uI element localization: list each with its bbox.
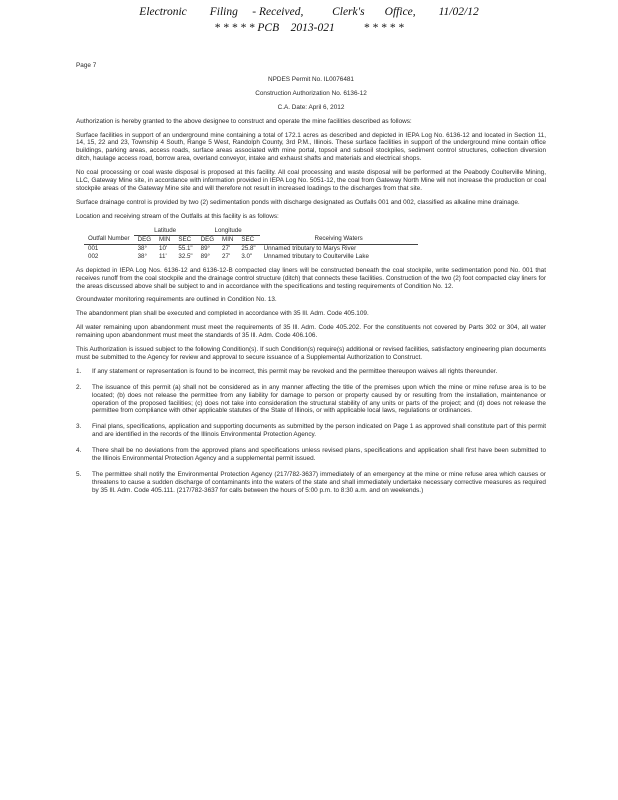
authorization-date-heading: C.A. Date: April 6, 2012	[277, 103, 345, 111]
table-cell: 55.1"	[178, 244, 193, 252]
condition-number: 5.	[76, 471, 82, 478]
condition-number: 1.	[76, 367, 82, 375]
outfall-location-intro: Location and receiving stream of the Outfalls at this facility is as follows:	[76, 212, 279, 220]
permit-number-heading: NPDES Permit No. IL0076481	[268, 75, 354, 83]
table-cell: 38°	[137, 244, 147, 252]
filing-stamp-line-1: Electronic Filing - Received, Clerk's Office, 11/02/12	[139, 6, 479, 18]
condition-item	[76, 447, 546, 463]
column-header: DEG	[197, 235, 218, 244]
authorization-number-heading: Construction Authorization No. 6136-12	[255, 89, 367, 97]
groundwater-paragraph: Groundwater monitoring requirements are outlined in Condition No. 13.	[76, 296, 277, 304]
table-cell: 002	[88, 252, 99, 260]
conditions-intro-paragraph: This Authorization is issued subject to the following Condition(s). If such Condition(s) require(s) additional or revised facilities, satisfactory engineering plan documents must be submitted to the Agency for review and approval to secure issuance of a Supplemental Authorization to Construct.	[76, 346, 546, 361]
column-header: MIN	[218, 235, 237, 244]
table-row	[84, 253, 418, 261]
filing-stamp-line-2: * * * * * PCB 2013-021 * * * * *	[214, 22, 404, 34]
table-row	[84, 244, 418, 253]
table-cell: 3.0"	[241, 252, 253, 260]
column-header: Receiving Waters	[260, 235, 418, 244]
table-cell: Unnamed tributary to Coulterville Lake	[263, 252, 369, 260]
table-cell: 11'	[159, 252, 167, 260]
table-column-header-row	[84, 235, 418, 244]
column-header: SEC	[174, 235, 196, 244]
document-page	[76, 62, 546, 503]
condition-item	[76, 423, 546, 439]
coal-processing-paragraph: No coal processing or coal waste disposal is proposed at this facility. All coal processing and waste disposal will be performed at the Peabody Coulterville Mining, LLC, Gateway Mine site, in accordance with information provided in IEPA Log No. 5051-12, the coal from Gateway North Mine will not increase the production or coal stockpile areas of the Gateway Mine site and will therefore not result in increased loadings to the discharges from that site.	[76, 169, 546, 192]
table-cell: Unnamed tributary to Marys River	[263, 244, 357, 252]
column-header: SEC	[237, 235, 259, 244]
condition-text: The permittee shall notify the Environmental Protection Agency (217/782-3637) immediately of an emergency at the mine or mine refuse area which causes or threatens to cause a sudden discharge of contaminants into the waters of the state and shall immediately undertake necessary corrective measures as required by 35 Ill. Adm. Code 405.111. (217/782-3637 for calls between the hours of 5:00 p.m. to 8:30 a.m. and on weekends.)	[92, 471, 546, 494]
column-header: DEG	[134, 235, 155, 244]
condition-text: Final plans, specifications, application and supporting documents as submitted by the person indicated on Page 1 as approved shall constitute part of this permit and are identified in the records of the Illinois Environmental Protection Agency.	[92, 423, 546, 439]
condition-item	[76, 368, 546, 376]
table-cell: 89°	[200, 244, 210, 252]
condition-text: There shall be no deviations from the approved plans and specifications unless revised plans, specifications and application shall first have been submitted to the Illinois Environmental Protection Agency and a supplemental permit issued.	[92, 447, 546, 463]
surface-facilities-paragraph: Surface facilities in support of an underground mine containing a total of 172.1 acres as described and depicted in IEPA Log No. 6136-12 and located in Section 11, 14, 15, 22 and 23, Township 4 South, Range 5 West, Randolph County, 3rd P.M., Illinois. These surface facilities in support of the underground mine contain office buildings, parking areas, access roads, surface areas associated with mine portal, topsoil and subsoil stockpiles, sediment control structures, collection diversion ditch, haulage access road, borrow area, overland conveyor, intake and exhaust shafts and materials and electrical shops.	[76, 131, 546, 163]
table-cell: 001	[88, 244, 99, 252]
condition-item	[76, 471, 546, 495]
outfall-table	[84, 227, 418, 261]
table-cell: 89°	[200, 252, 210, 260]
table-cell: 32.5"	[178, 252, 193, 260]
table-cell: 27'	[222, 252, 231, 260]
table-cell: 25.8"	[241, 244, 256, 252]
column-header: MIN	[155, 235, 174, 244]
column-header: Outfall Number	[84, 235, 134, 244]
condition-item	[76, 384, 546, 416]
latitude-group-header: Latitude	[134, 227, 197, 236]
condition-number: 3.	[76, 423, 82, 431]
condition-number: 2.	[76, 383, 82, 391]
condition-number: 4.	[76, 447, 82, 455]
abandonment-plan-paragraph: The abandonment plan shall be executed and completed in accordance with 35 Ill. Adm. Code 405.109.	[76, 310, 369, 318]
table-cell: 38°	[137, 252, 147, 260]
table-cell: 27'	[222, 244, 231, 252]
intro-paragraph: Authorization is hereby granted to the above designee to construct and operate the mine facilities described as follows:	[76, 117, 412, 125]
table-cell: 10'	[159, 244, 168, 252]
condition-text: If any statement or representation is found to be incorrect, this permit may be revoked and the permittee thereupon waives all rights thereunder.	[92, 367, 498, 375]
longitude-group-header: Longitude	[197, 227, 260, 236]
page-number: Page 7	[76, 62, 97, 69]
abandonment-water-paragraph: All water remaining upon abandonment must meet the requirements of 35 Ill. Adm. Code 405.202. For the constituents not covered by Parts 302 or 304, all water remaining upon abandonment must meet the standards of 35 Ill. Adm. Code 406.106.	[76, 324, 546, 340]
surface-drainage-paragraph: Surface drainage control is provided by two (2) sedimentation ponds with discharge designated as Outfalls 001 and 002, classified as alkaline mine drainage.	[76, 198, 520, 206]
table-group-header-row	[84, 227, 418, 236]
condition-text: The issuance of this permit (a) shall not be considered as in any manner affecting the title of the premises upon which the mine or mine refuse area is to be located; (b) does not release the permittee from any liability for damage to person or property caused by or resulting from the installation, maintenance or operation of the proposed facilities; (c) does not take into consideration the structural stability of any units or parts of the project; and (d) does not release the permittee from compliance with other applicable statutes of the State of Illinois, or with applicable local laws, regulations or ordinances.	[92, 383, 546, 415]
clay-liner-paragraph: As depicted in IEPA Log Nos. 6136-12 and 6136-12-B compacted clay liners will be constructed beneath the coal stockpile, write sedimentation pond No. 001 that receives runoff from the coal stockpile and the drainage control structure (ditch) that connects these facilities. Construction of the two (2) foot compacted clay liners for the areas discussed above shall be subject to and in accordance with the specifications and testing requirements of Condition No. 12.	[76, 266, 546, 290]
